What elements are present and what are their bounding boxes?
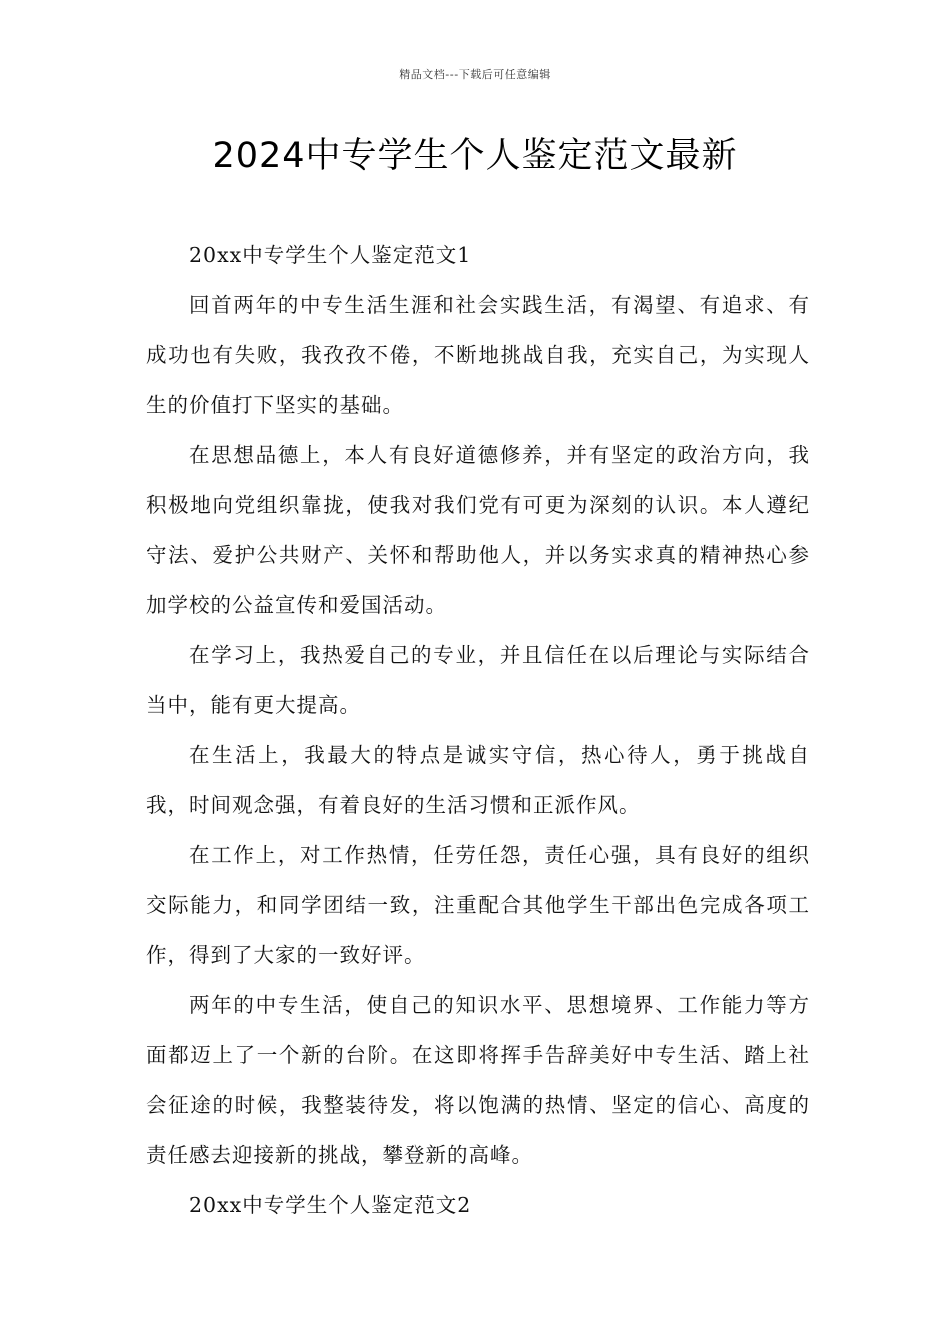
paragraph-summary: 两年的中专生活，使自己的知识水平、思想境界、工作能力等方面都迈上了一个新的台阶。在这即将挥手告辞美好中专生活、踏上社会征途的时候，我整装待发，将以饱满的热情、坚定的信心、高度的责任感去迎接新的挑战，攀登新的高峰。 [146,993,810,1167]
header-note: 精品文档---下载后可任意编辑 [399,68,551,81]
paragraph-life: 在生活上，我最大的特点是诚实守信，热心待人，勇于挑战自我，时间观念强，有着良好的生活习惯和正派作风。 [146,743,810,817]
section-heading-2: 20xx中专学生个人鉴定范文2 [189,1193,472,1217]
section-heading-1: 20xx中专学生个人鉴定范文1 [189,243,472,267]
paragraph-intro: 回首两年的中专生活生涯和社会实践生活，有渴望、有追求、有成功也有失败，我孜孜不倦，不断地挑战自我，充实自己，为实现人生的价值打下坚实的基础。 [146,293,810,417]
paragraph-ideology: 在思想品德上，本人有良好道德修养，并有坚定的政治方向，我积极地向党组织靠拢，使我对我们党有可更为深刻的认识。本人遵纪守法、爱护公共财产、关怀和帮助他人，并以务实求真的精神热心参加学校的公益宣传和爱国活动。 [146,443,810,617]
document-body [146,230,810,1230]
document-title: 2024中专学生个人鉴定范文最新 [212,136,738,176]
paragraph-study: 在学习上，我热爱自己的专业，并且信任在以后理论与实际结合当中，能有更大提高。 [146,643,810,717]
paragraph-work: 在工作上，对工作热情，任劳任怨，责任心强，具有良好的组织交际能力，和同学团结一致，注重配合其他学生干部出色完成各项工作，得到了大家的一致好评。 [146,843,810,967]
